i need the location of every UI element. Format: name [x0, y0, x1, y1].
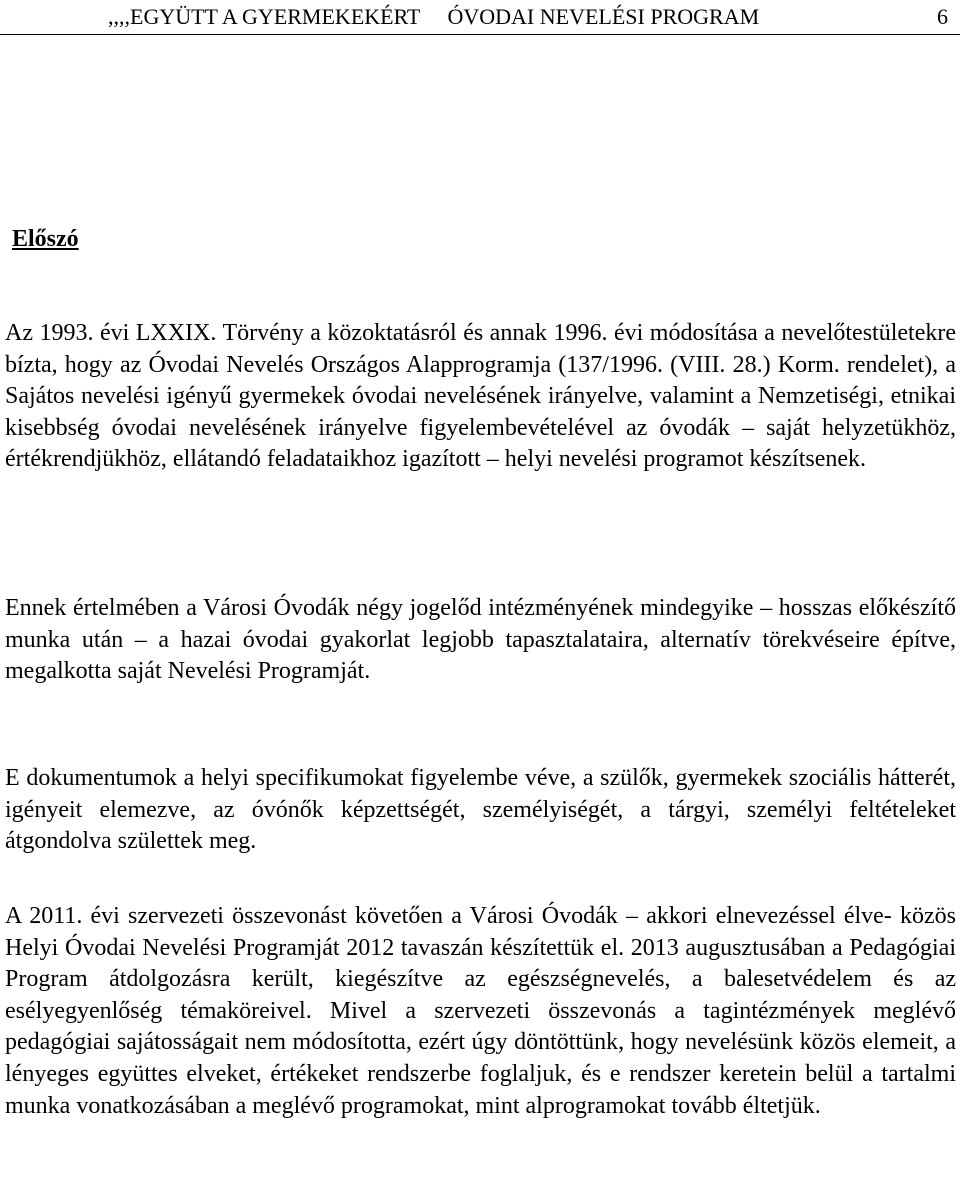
- paragraph-3: E dokumentumok a helyi specifikumokat figyelembe véve, a szülők, gyermekek szociális hátterét, igényeit elemezve, az óvónők képzettségét, személyiségét, a tárgyi, személyi feltételeket átgondolva születtek meg.: [5, 765, 956, 855]
- header-title: ,,,,EGYÜTT A GYERMEKEKÉRT ÓVODAI NEVELÉSI PROGRAM: [108, 4, 760, 29]
- section-title: Előszó: [12, 226, 79, 252]
- paragraph-1: Az 1993. évi LXXIX. Törvény a közoktatásról és annak 1996. évi módosítása a nevelőtestületekre bízta, hogy az Óvodai Nevelés Országos Alapprogramja (137/1996. (VIII. 28.) Korm. rendelet), a Sajátos nevelési igényű gyermekek óvodai nevelésének irányelve, valamint a Nemzetiségi, etnikai kisebbség óvodai nevelésének irányelve figyelembevételével az óvodák – saját helyzetükhöz, értékrendjükhöz, ellátandó feladataikhoz igazított – helyi nevelési programot készítsenek.: [5, 320, 956, 473]
- paragraph-2: Ennek értelmében a Városi Óvodák négy jogelőd intézményének mindegyike – hosszas előkészítő munka után – a hazai óvodai gyakorlat legjobb tapasztalataira, alternatív törekvéseire építve, megalkotta saját Nevelési Programját.: [5, 595, 956, 685]
- page-number: 6: [937, 4, 948, 29]
- paragraph-4: A 2011. évi szervezeti összevonást követően a Városi Óvodák – akkori elnevezéssel élve- közös Helyi Óvodai Nevelési Programját 2012 tavaszán készítettük el. 2013 augusztusában a Pedagógiai Program átdolgozásra került, kiegészítve az egészségnevelés, a balesetvédelem és az esélyegyenlőség témaköreivel. Mivel a szervezeti összevonás a tagintézmények meglévő pedagógiai sajátosságait nem módosította, ezért úgy döntöttünk, hogy nevelésünk közös elemeit, a lényeges együttes elveket, értékeket rendszerbe foglaljuk, és e rendszer keretein belül a tartalmi munka vonatkozásában a meglévő programokat, mint alprogramokat tovább éltetjük.: [5, 903, 956, 1119]
- page-header: [0, 0, 960, 35]
